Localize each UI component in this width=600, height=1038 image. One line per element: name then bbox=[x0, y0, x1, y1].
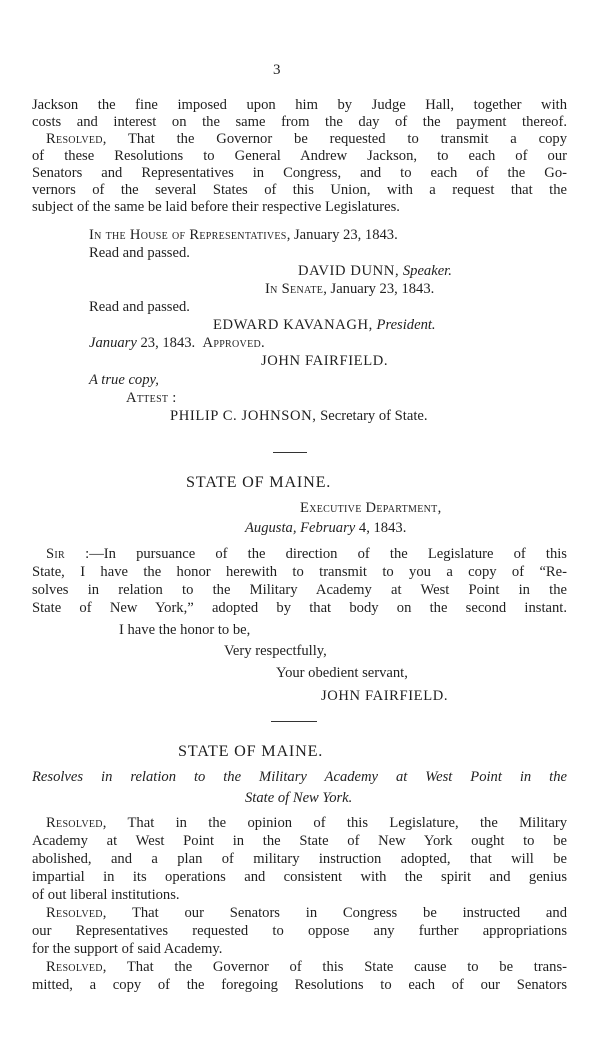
section-divider bbox=[271, 721, 317, 722]
text-line: vernors of the several States of this Union, with a request that the bbox=[32, 182, 567, 198]
salutation: Sir bbox=[46, 546, 66, 562]
secretary-title: Secretary of State. bbox=[316, 408, 428, 424]
text-line: of these Resolutions to General Andrew Jackson, to each of our bbox=[32, 148, 567, 164]
resolves-title: Resolves in relation to the Military Academy at West Point in the bbox=[32, 769, 567, 785]
senate-date: , January 23, 1843. bbox=[323, 281, 435, 297]
signature: JOHN FAIRFIELD. bbox=[321, 688, 449, 704]
text-line: abolished, and a plan of military instruction adopted, that will be bbox=[32, 851, 567, 867]
secretary-name: PHILIP C. JOHNSON, bbox=[170, 408, 317, 424]
resolves-title: State of New York. bbox=[245, 790, 353, 806]
text-line: for the support of said Academy. bbox=[32, 941, 223, 957]
resolved-text: , That the Governor of this State cause to be trans- bbox=[102, 959, 567, 975]
resolved-paragraph-start bbox=[46, 959, 567, 976]
text-line: Jackson the fine imposed upon him by Judge Hall, together with bbox=[32, 97, 567, 113]
letter-text: :—In pursuance of the direction of the Legislature of this bbox=[65, 546, 567, 562]
text-line: Academy at West Point in the State of New York ought to be bbox=[32, 833, 567, 849]
closing-line: I have the honor to be, bbox=[119, 622, 251, 638]
text-line: State, I have the honor herewith to transmit to you a copy of “Re- bbox=[32, 564, 567, 580]
text-line: subject of the same be laid before their respective Legislatures. bbox=[32, 199, 400, 215]
read-passed: Read and passed. bbox=[89, 299, 190, 315]
section-divider bbox=[273, 452, 307, 453]
department: Executive Department, bbox=[300, 500, 442, 516]
resolved-text: , That in the opinion of this Legislature, the Military bbox=[102, 815, 567, 831]
text-line: our Representatives requested to oppose any further appropriations bbox=[32, 923, 567, 939]
approved-line bbox=[89, 335, 265, 352]
president-name: EDWARD KAVANAGH, bbox=[213, 317, 373, 333]
text-line: mitted, a copy of the foregoing Resolutions to each of our Senators bbox=[32, 977, 567, 993]
place-date bbox=[245, 520, 406, 537]
resolved-label: Resolved bbox=[46, 905, 103, 921]
text-line: costs and interest on the same from the day of the payment thereof. bbox=[32, 114, 567, 130]
senate-label: In Senate bbox=[265, 281, 324, 297]
speaker-name: DAVID DUNN, bbox=[298, 263, 400, 279]
speaker-line bbox=[298, 263, 452, 280]
letter-heading: STATE OF MAINE. bbox=[186, 473, 332, 491]
resolved-label: Resolved bbox=[46, 815, 103, 831]
closing-line: Very respectfully, bbox=[224, 643, 327, 659]
resolved-paragraph-start bbox=[46, 815, 567, 832]
house-label: In the House of Representatives bbox=[89, 227, 287, 243]
house-line bbox=[89, 227, 398, 244]
president-line bbox=[213, 317, 436, 334]
attest-label: Attest : bbox=[126, 390, 177, 406]
approved-month: January bbox=[89, 335, 137, 351]
president-title: President. bbox=[376, 317, 436, 333]
resolved-paragraph-start bbox=[46, 905, 567, 922]
text-line: impartial in its operations and consistent with the spirit and genius bbox=[32, 869, 567, 885]
resolves-heading: STATE OF MAINE. bbox=[178, 742, 324, 760]
text-line: Senators and Representatives in Congress, and to each of the Go- bbox=[32, 165, 567, 181]
closing-line: Your obedient servant, bbox=[276, 665, 408, 681]
speaker-title: Speaker. bbox=[402, 263, 452, 279]
resolved-label: Resolved bbox=[46, 131, 103, 147]
resolved-text: , That the Governor be requested to transmit a copy bbox=[102, 131, 567, 147]
text-line: of out liberal institutions. bbox=[32, 887, 180, 903]
approved-date: 23, 1843. bbox=[136, 335, 196, 351]
letter-body-start bbox=[46, 546, 567, 563]
senate-line bbox=[265, 281, 434, 298]
read-passed: Read and passed. bbox=[89, 245, 190, 261]
place: Augusta, February bbox=[245, 520, 356, 536]
text-line: State of New York,” adopted by that body on the second instant. bbox=[32, 600, 567, 616]
page-number: 3 bbox=[273, 62, 281, 78]
secretary-line bbox=[170, 408, 428, 425]
text-line: solves in relation to the Military Academy at West Point in the bbox=[32, 582, 567, 598]
resolved-label: Resolved bbox=[46, 959, 103, 975]
governor-name: JOHN FAIRFIELD. bbox=[261, 353, 389, 369]
true-copy: A true copy, bbox=[89, 372, 159, 388]
approved-label: Approved. bbox=[202, 335, 265, 351]
house-date: , January 23, 1843. bbox=[286, 227, 398, 243]
resolved-text: , That our Senators in Congress be instructed and bbox=[102, 905, 567, 921]
resolved-paragraph-start bbox=[46, 131, 567, 148]
date: 4, 1843. bbox=[355, 520, 407, 536]
